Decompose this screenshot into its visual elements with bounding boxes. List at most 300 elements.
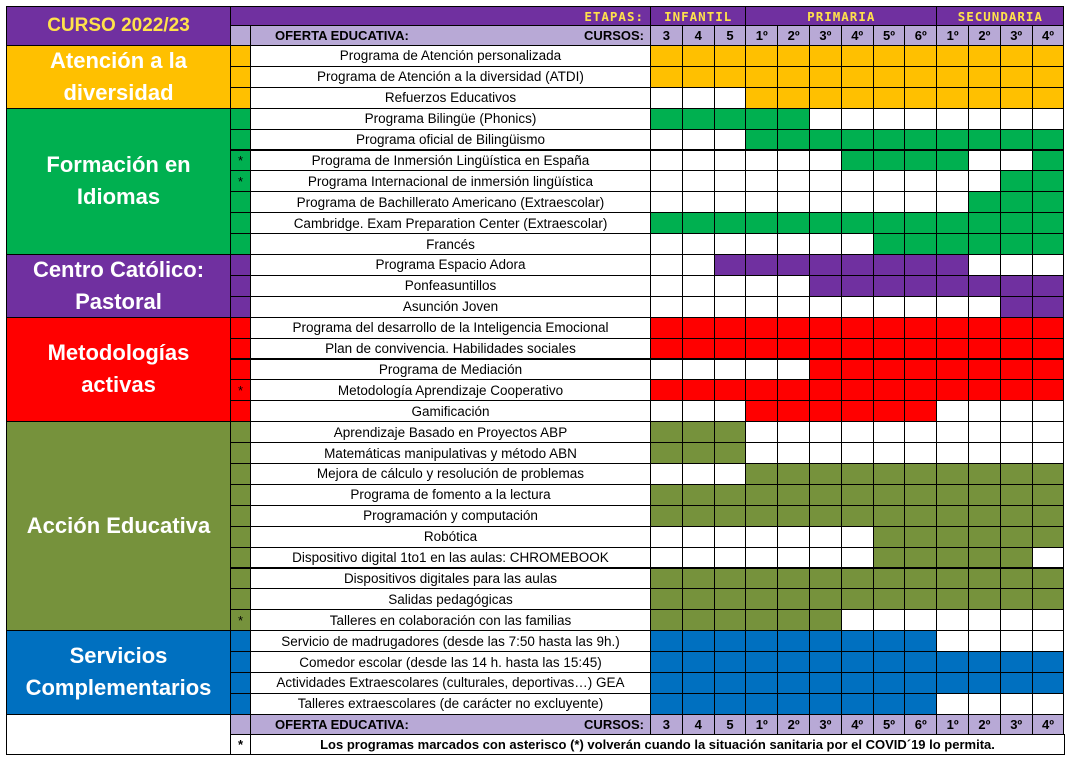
program-cell	[682, 66, 715, 88]
top-star-cell	[230, 25, 251, 46]
program-label: Programa de Inmersión Lingüística en España	[250, 150, 651, 172]
program-cell	[873, 693, 906, 715]
footnote-star: *	[230, 734, 251, 755]
program-cell	[809, 651, 842, 673]
program-cell	[968, 568, 1001, 590]
program-cell	[650, 296, 683, 318]
program-cell	[650, 505, 683, 527]
program-cell	[873, 651, 906, 673]
program-cell	[777, 442, 810, 464]
course-header-cell: 4	[682, 25, 715, 46]
program-cell	[714, 212, 747, 234]
program-cell	[873, 359, 906, 381]
course-header-cell: 1º	[745, 714, 778, 735]
program-cell	[777, 568, 810, 590]
program-cell	[745, 609, 778, 631]
program-cell	[841, 212, 874, 234]
program-label: Gamificación	[250, 400, 651, 422]
program-cell	[682, 359, 715, 381]
top-header	[250, 25, 651, 46]
program-label: Plan de convivencia. Habilidades sociales	[250, 338, 651, 360]
program-cell	[1000, 505, 1033, 527]
program-cell	[1032, 87, 1065, 109]
program-cell	[682, 463, 715, 485]
program-cell	[1032, 651, 1065, 673]
program-table	[6, 6, 1064, 766]
program-cell	[936, 693, 969, 715]
program-cell	[968, 442, 1001, 464]
program-cell	[745, 693, 778, 715]
program-star-cell	[230, 442, 251, 464]
course-header-cell: 1º	[936, 714, 969, 735]
cursos-label: CURSOS:	[584, 28, 644, 43]
program-star-cell	[230, 359, 251, 381]
program-cell	[968, 526, 1001, 548]
program-cell	[968, 672, 1001, 694]
program-cell	[873, 233, 906, 255]
program-cell	[714, 651, 747, 673]
program-cell	[968, 317, 1001, 339]
program-cell	[841, 588, 874, 610]
program-cell	[968, 505, 1001, 527]
program-cell	[904, 651, 937, 673]
program-cell	[745, 442, 778, 464]
program-cell	[904, 338, 937, 360]
program-cell	[873, 400, 906, 422]
program-cell	[650, 526, 683, 548]
program-cell	[904, 108, 937, 130]
program-cell	[968, 421, 1001, 443]
program-cell	[841, 275, 874, 297]
program-cell	[841, 651, 874, 673]
program-cell	[1032, 191, 1065, 213]
program-cell	[841, 108, 874, 130]
program-cell	[936, 400, 969, 422]
program-cell	[841, 484, 874, 506]
program-cell	[968, 108, 1001, 130]
program-cell	[873, 421, 906, 443]
program-cell	[904, 296, 937, 318]
program-cell	[682, 108, 715, 130]
program-cell	[904, 463, 937, 485]
program-label: Programación y computación	[250, 505, 651, 527]
program-cell	[936, 630, 969, 652]
program-cell	[745, 672, 778, 694]
program-cell	[714, 108, 747, 130]
program-cell	[936, 421, 969, 443]
program-cell	[714, 672, 747, 694]
program-label: Asunción Joven	[250, 296, 651, 318]
program-cell	[936, 108, 969, 130]
program-cell	[1032, 630, 1065, 652]
program-cell	[968, 588, 1001, 610]
program-cell	[650, 170, 683, 192]
program-cell	[873, 191, 906, 213]
program-label: Ponfeasuntillos	[250, 275, 651, 297]
program-cell	[777, 45, 810, 67]
program-cell	[682, 170, 715, 192]
program-cell	[1000, 421, 1033, 443]
program-cell	[841, 568, 874, 590]
course-title: CURSO 2022/23	[6, 6, 231, 46]
program-cell	[650, 484, 683, 506]
category-5-label: Acción Educativa	[6, 421, 231, 631]
program-cell	[809, 233, 842, 255]
program-star-cell: *	[230, 609, 251, 631]
program-cell	[1000, 630, 1033, 652]
program-cell	[873, 296, 906, 318]
program-cell	[1000, 87, 1033, 109]
program-cell	[682, 547, 715, 569]
program-cell	[777, 547, 810, 569]
category-1-label: Atención a la diversidad	[6, 45, 231, 109]
program-cell	[1000, 45, 1033, 67]
program-cell	[714, 609, 747, 631]
program-cell	[968, 150, 1001, 172]
program-cell	[809, 630, 842, 652]
program-star-cell	[230, 693, 251, 715]
course-header-cell: 1º	[745, 25, 778, 46]
program-cell	[809, 87, 842, 109]
stage-secundaria: SECUNDARIA	[936, 6, 1064, 26]
program-cell	[809, 129, 842, 151]
program-star-cell	[230, 400, 251, 422]
program-cell	[682, 609, 715, 631]
program-cell	[650, 672, 683, 694]
program-cell	[714, 191, 747, 213]
program-cell	[745, 379, 778, 401]
program-cell	[1032, 505, 1065, 527]
program-cell	[650, 359, 683, 381]
program-cell	[1032, 463, 1065, 485]
program-label: Robótica	[250, 526, 651, 548]
program-cell	[745, 505, 778, 527]
program-cell	[841, 129, 874, 151]
program-cell	[682, 338, 715, 360]
program-cell	[873, 108, 906, 130]
program-star-cell	[230, 296, 251, 318]
bottom-header	[250, 714, 651, 735]
program-cell	[904, 547, 937, 569]
program-cell	[904, 379, 937, 401]
program-cell	[904, 588, 937, 610]
program-cell	[745, 212, 778, 234]
program-star-cell	[230, 526, 251, 548]
program-cell	[682, 379, 715, 401]
program-cell	[873, 338, 906, 360]
program-cell	[777, 588, 810, 610]
program-cell	[682, 212, 715, 234]
program-cell	[841, 442, 874, 464]
program-cell	[1032, 254, 1065, 276]
program-cell	[904, 233, 937, 255]
program-label: Refuerzos Educativos	[250, 87, 651, 109]
course-header-cell: 5º	[873, 714, 906, 735]
program-cell	[714, 254, 747, 276]
program-cell	[809, 254, 842, 276]
program-cell	[777, 212, 810, 234]
program-cell	[968, 191, 1001, 213]
program-star-cell	[230, 191, 251, 213]
program-cell	[841, 526, 874, 548]
program-cell	[650, 108, 683, 130]
program-cell	[936, 45, 969, 67]
program-label: Dispositivo digital 1to1 en las aulas: CHROMEBOOK	[250, 547, 651, 569]
program-cell	[777, 359, 810, 381]
program-cell	[682, 129, 715, 151]
program-label: Mejora de cálculo y resolución de problemas	[250, 463, 651, 485]
course-header-cell: 5º	[873, 25, 906, 46]
program-cell	[968, 400, 1001, 422]
program-cell	[841, 505, 874, 527]
program-cell	[873, 630, 906, 652]
program-cell	[904, 212, 937, 234]
program-cell	[682, 275, 715, 297]
program-cell	[777, 338, 810, 360]
program-cell	[650, 651, 683, 673]
program-cell	[777, 609, 810, 631]
program-cell	[682, 442, 715, 464]
course-header-cell: 5	[714, 714, 747, 735]
program-cell	[714, 505, 747, 527]
program-cell	[1032, 150, 1065, 172]
program-cell	[841, 233, 874, 255]
program-cell	[1032, 379, 1065, 401]
program-cell	[650, 254, 683, 276]
program-cell	[1032, 547, 1065, 569]
program-cell	[809, 484, 842, 506]
program-cell	[682, 505, 715, 527]
program-cell	[714, 693, 747, 715]
program-cell	[1032, 693, 1065, 715]
program-cell	[777, 150, 810, 172]
program-cell	[936, 66, 969, 88]
program-label: Programa de Atención a la diversidad (ATDI)	[250, 66, 651, 88]
program-cell	[1032, 296, 1065, 318]
program-cell	[841, 359, 874, 381]
program-cell	[904, 526, 937, 548]
program-cell	[809, 66, 842, 88]
program-cell	[873, 254, 906, 276]
program-cell	[650, 212, 683, 234]
program-cell	[841, 693, 874, 715]
program-cell	[1000, 338, 1033, 360]
program-cell	[968, 359, 1001, 381]
program-cell	[904, 191, 937, 213]
program-cell	[904, 609, 937, 631]
program-label: Salidas pedagógicas	[250, 588, 651, 610]
program-cell	[936, 317, 969, 339]
program-cell	[809, 568, 842, 590]
program-cell	[936, 359, 969, 381]
program-cell	[841, 672, 874, 694]
program-label: Francés	[250, 233, 651, 255]
program-cell	[745, 108, 778, 130]
program-label: Matemáticas manipulativas y método ABN	[250, 442, 651, 464]
program-cell	[936, 588, 969, 610]
program-cell	[1000, 463, 1033, 485]
program-cell	[904, 400, 937, 422]
program-cell	[936, 651, 969, 673]
program-cell	[777, 421, 810, 443]
course-header-cell: 4º	[841, 714, 874, 735]
program-cell	[714, 150, 747, 172]
program-cell	[841, 296, 874, 318]
program-cell	[650, 66, 683, 88]
program-cell	[777, 400, 810, 422]
program-star-cell: *	[230, 170, 251, 192]
program-cell	[1000, 359, 1033, 381]
course-header-cell: 2º	[777, 25, 810, 46]
program-star-cell	[230, 233, 251, 255]
stage-primaria: PRIMARIA	[745, 6, 937, 26]
program-cell	[809, 191, 842, 213]
program-cell	[745, 275, 778, 297]
program-cell	[1032, 588, 1065, 610]
program-cell	[873, 87, 906, 109]
program-cell	[968, 484, 1001, 506]
program-cell	[873, 150, 906, 172]
program-cell	[650, 129, 683, 151]
program-cell	[936, 212, 969, 234]
course-header-cell: 2º	[968, 25, 1001, 46]
program-cell	[873, 463, 906, 485]
program-cell	[936, 526, 969, 548]
program-cell	[777, 129, 810, 151]
program-cell	[1000, 233, 1033, 255]
program-cell	[936, 150, 969, 172]
program-cell	[873, 275, 906, 297]
program-cell	[650, 547, 683, 569]
program-cell	[714, 379, 747, 401]
program-cell	[936, 442, 969, 464]
program-cell	[777, 672, 810, 694]
program-cell	[873, 45, 906, 67]
program-cell	[936, 129, 969, 151]
program-cell	[936, 379, 969, 401]
course-header-cell: 4º	[1032, 25, 1065, 46]
program-star-cell	[230, 87, 251, 109]
program-star-cell	[230, 463, 251, 485]
program-cell	[841, 547, 874, 569]
program-cell	[809, 505, 842, 527]
program-label: Cambridge. Exam Preparation Center (Extraescolar)	[250, 212, 651, 234]
cursos-label: CURSOS:	[584, 716, 644, 732]
program-cell	[745, 484, 778, 506]
program-cell	[936, 484, 969, 506]
program-star-cell: *	[230, 379, 251, 401]
program-cell	[936, 296, 969, 318]
program-cell	[714, 170, 747, 192]
program-cell	[1000, 693, 1033, 715]
course-header-cell: 3º	[1000, 714, 1033, 735]
course-header-cell: 3	[650, 25, 683, 46]
program-cell	[936, 505, 969, 527]
program-cell	[1000, 108, 1033, 130]
program-cell	[714, 233, 747, 255]
program-cell	[777, 463, 810, 485]
program-cell	[809, 296, 842, 318]
program-cell	[936, 191, 969, 213]
program-cell	[968, 170, 1001, 192]
program-cell	[904, 442, 937, 464]
program-cell	[745, 526, 778, 548]
program-star-cell	[230, 484, 251, 506]
program-star-cell	[230, 108, 251, 130]
program-cell	[873, 547, 906, 569]
program-cell	[1000, 254, 1033, 276]
program-cell	[1032, 233, 1065, 255]
program-cell	[936, 463, 969, 485]
program-cell	[682, 421, 715, 443]
program-cell	[873, 526, 906, 548]
program-cell	[873, 588, 906, 610]
program-cell	[1000, 651, 1033, 673]
program-cell	[936, 338, 969, 360]
program-cell	[904, 170, 937, 192]
program-cell	[650, 588, 683, 610]
program-cell	[904, 359, 937, 381]
program-cell	[777, 630, 810, 652]
program-cell	[682, 651, 715, 673]
program-cell	[968, 338, 1001, 360]
program-cell	[1032, 526, 1065, 548]
program-cell	[745, 296, 778, 318]
program-label: Comedor escolar (desde las 14 h. hasta las 15:45)	[250, 651, 651, 673]
course-header-cell: 2º	[777, 714, 810, 735]
program-label: Aprendizaje Basado en Proyectos ABP	[250, 421, 651, 443]
program-cell	[968, 129, 1001, 151]
program-cell	[809, 547, 842, 569]
program-cell	[936, 547, 969, 569]
program-cell	[650, 87, 683, 109]
program-cell	[841, 400, 874, 422]
program-label: Programa de Mediación	[250, 359, 651, 381]
program-cell	[841, 463, 874, 485]
program-cell	[777, 254, 810, 276]
program-cell	[904, 568, 937, 590]
program-cell	[936, 233, 969, 255]
program-cell	[1000, 379, 1033, 401]
program-cell	[873, 379, 906, 401]
program-cell	[1000, 547, 1033, 569]
course-header-cell: 3º	[809, 25, 842, 46]
program-cell	[714, 129, 747, 151]
course-header-cell: 4º	[841, 25, 874, 46]
program-cell	[968, 212, 1001, 234]
program-cell	[841, 66, 874, 88]
program-cell	[841, 45, 874, 67]
program-cell	[1000, 317, 1033, 339]
program-cell	[777, 233, 810, 255]
program-cell	[904, 317, 937, 339]
program-cell	[936, 672, 969, 694]
program-cell	[650, 379, 683, 401]
program-cell	[904, 150, 937, 172]
program-cell	[936, 254, 969, 276]
program-cell	[682, 87, 715, 109]
program-star-cell	[230, 630, 251, 652]
program-cell	[809, 526, 842, 548]
program-cell	[936, 609, 969, 631]
program-cell	[714, 400, 747, 422]
program-cell	[682, 233, 715, 255]
course-header-cell: 4	[682, 714, 715, 735]
program-cell	[968, 379, 1001, 401]
program-cell	[745, 170, 778, 192]
program-cell	[809, 108, 842, 130]
program-star-cell	[230, 317, 251, 339]
